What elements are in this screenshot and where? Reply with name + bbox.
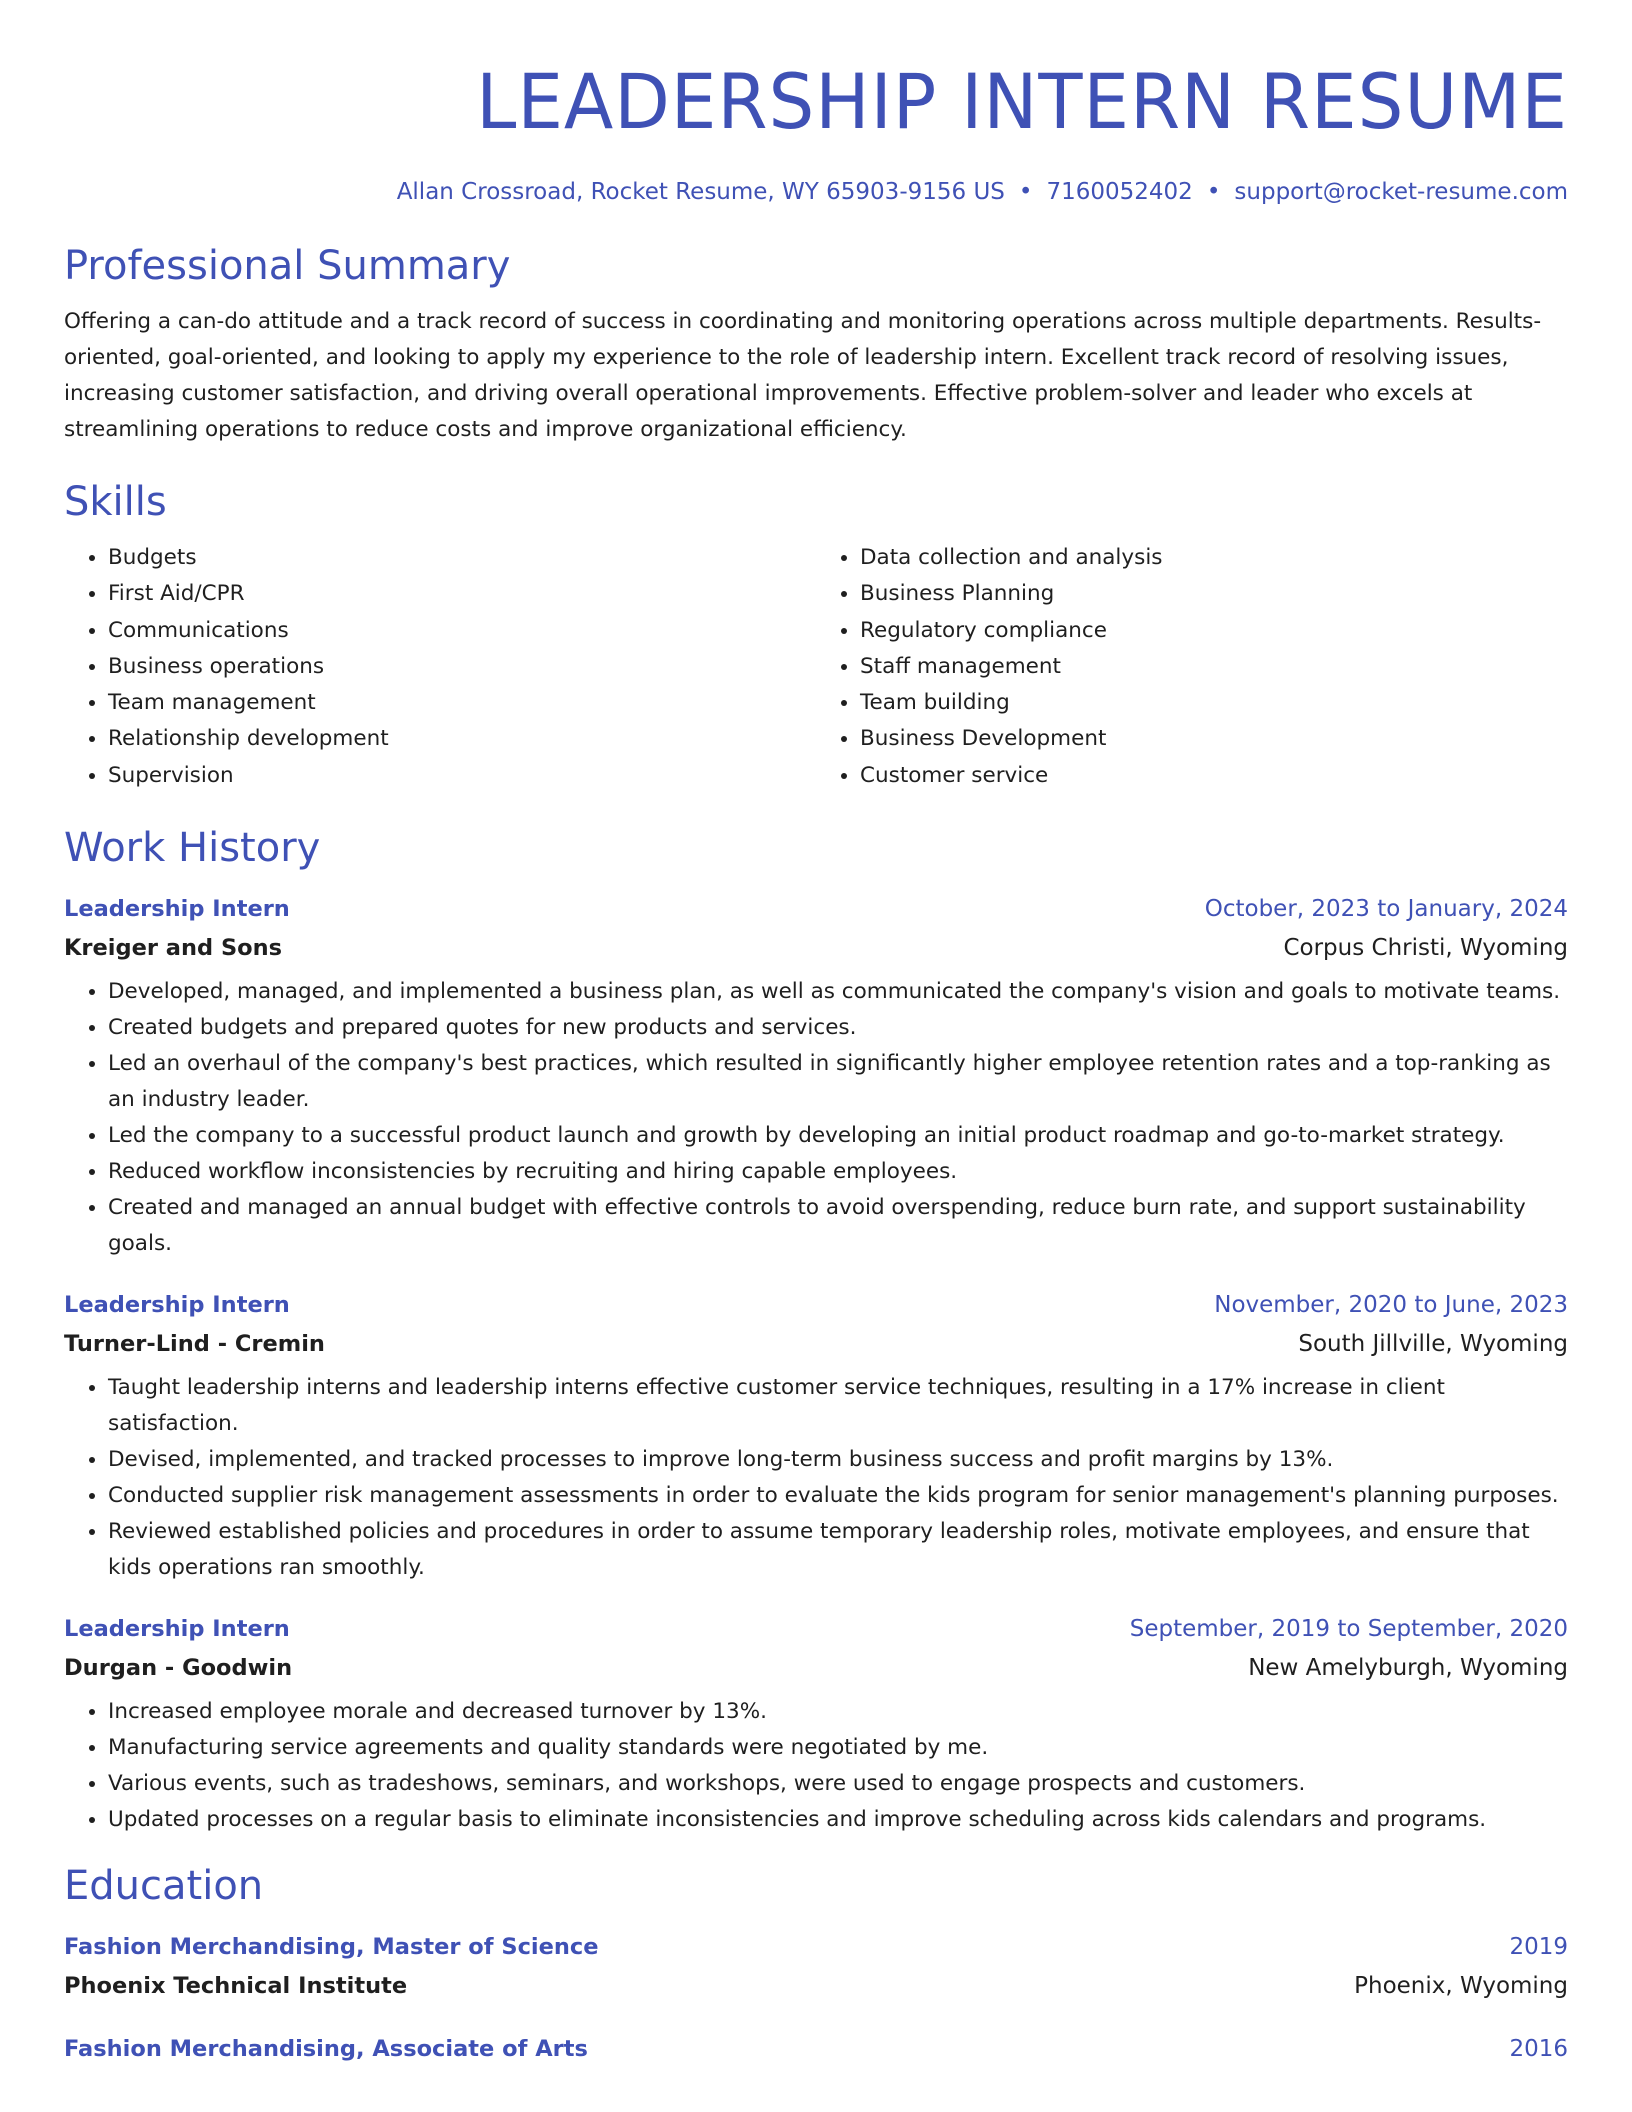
job-bullet: • Reviewed established policies and procedures in order to assume temporary leadership roles, motivate employees, and ensure that kids operations ran smoothly. — [108, 1514, 1568, 1586]
job-company: Turner-Lind - Cremin — [64, 1331, 325, 1358]
job-location: New Amelyburgh, Wyoming — [1248, 1655, 1568, 1682]
education-entry — [64, 2030, 1568, 2068]
skills-column-left — [64, 540, 816, 794]
education-location: Phoenix, Wyoming — [1354, 1973, 1568, 2000]
education-school-row — [64, 1966, 1568, 2006]
summary-heading: Professional Summary — [64, 243, 511, 289]
contact-line — [64, 176, 1568, 208]
education-degree: Fashion Merchandising, Master of Science — [64, 1934, 599, 1961]
job-role: Leadership Intern — [64, 896, 290, 923]
skills-grid — [64, 540, 1568, 794]
education-degree: Fashion Merchandising, Associate of Arts — [64, 2036, 588, 2063]
skill-item: • Team building — [860, 685, 1568, 721]
job-bullet: • Updated processes on a regular basis to eliminate inconsistencies and improve scheduling across kids calendars and programs. — [108, 1802, 1568, 1838]
skill-item: • Budgets — [108, 540, 816, 576]
contact-address: Allan Crossroad, Rocket Resume, WY 65903-9156 US — [396, 179, 1005, 205]
job-location: Corpus Christi, Wyoming — [1283, 935, 1568, 962]
job-bullet: • Taught leadership interns and leadership interns effective customer service techniques, resulting in a 17% increase in client satisfaction. — [108, 1370, 1568, 1442]
job-bullet: • Reduced workflow inconsistencies by recruiting and hiring capable employees. — [108, 1154, 1568, 1190]
skills-column-right — [816, 540, 1568, 794]
job-bullet: • Increased employee morale and decreased turnover by 13%. — [108, 1694, 1568, 1730]
skill-item: • Team management — [108, 685, 816, 721]
bullet-separator: • — [1018, 179, 1033, 205]
skill-item: • Customer service — [860, 758, 1568, 794]
skill-item: • Communications — [108, 613, 816, 649]
job-company: Durgan - Goodwin — [64, 1655, 293, 1682]
skills-heading: Skills — [64, 479, 167, 525]
job-bullet: • Led an overhaul of the company's best practices, which resulted in significantly higher employee retention rates and a top-ranking as an industry leader. — [108, 1046, 1568, 1118]
job-bullet: • Manufacturing service agreements and quality standards were negotiated by me. — [108, 1730, 1568, 1766]
skill-item: • Data collection and analysis — [860, 540, 1568, 576]
job-entry — [64, 890, 1568, 1262]
education-year: 2019 — [1509, 1934, 1568, 1961]
job-company-row — [64, 1324, 1568, 1364]
job-dates: November, 2020 to June, 2023 — [1214, 1292, 1568, 1319]
skill-item: • Business operations — [108, 649, 816, 685]
job-dates: October, 2023 to January, 2024 — [1204, 896, 1568, 923]
skill-item: • Business Planning — [860, 576, 1568, 612]
job-entry — [64, 1610, 1568, 1838]
job-entry — [64, 1286, 1568, 1586]
education-header-row — [64, 2030, 1568, 2068]
job-bullet: • Conducted supplier risk management assessments in order to evaluate the kids program for senior management's planning purposes. — [108, 1478, 1568, 1514]
job-bullet: • Created budgets and prepared quotes for new products and services. — [108, 1010, 1568, 1046]
job-header-row — [64, 1610, 1568, 1648]
job-dates: September, 2019 to September, 2020 — [1129, 1616, 1568, 1643]
job-bullet: • Devised, implemented, and tracked processes to improve long-term business success and profit margins by 13%. — [108, 1442, 1568, 1478]
job-header-row — [64, 1286, 1568, 1324]
job-role: Leadership Intern — [64, 1616, 290, 1643]
contact-email[interactable]: support@rocket-resume.com — [1234, 179, 1568, 205]
education-year: 2016 — [1509, 2036, 1568, 2063]
job-bullet: • Led the company to a successful product launch and growth by developing an initial product roadmap and go-to-market strategy. — [108, 1118, 1568, 1154]
job-role: Leadership Intern — [64, 1292, 290, 1319]
job-company-row — [64, 928, 1568, 968]
job-location: South Jillville, Wyoming — [1298, 1331, 1568, 1358]
summary-text: Offering a can-do attitude and a track record of success in coordinating and monitoring operations across multiple departments. Results-oriented, goal-oriented, and looking to apply my experience to the role of leadership intern. Excellent track record of resolving issues, increasing customer satisfaction, and driving overall operational improvements. Effective problem-solver and leader who excels at streamlining operations to reduce costs and improve organizational efficiency. — [64, 309, 1542, 442]
education-school: Phoenix Technical Institute — [64, 1973, 408, 2000]
job-bullets — [64, 974, 1568, 1262]
skill-item: • Business Development — [860, 721, 1568, 757]
skill-item: • Regulatory compliance — [860, 613, 1568, 649]
education-entry — [64, 1928, 1568, 2006]
education-header-row — [64, 1928, 1568, 1966]
skill-item: • Staff management — [860, 649, 1568, 685]
job-company: Kreiger and Sons — [64, 935, 283, 962]
work-history-heading: Work History — [64, 825, 321, 872]
job-bullet: • Various events, such as tradeshows, seminars, and workshops, were used to engage prospects and customers. — [108, 1766, 1568, 1802]
education-heading: Education — [64, 1863, 264, 1910]
skill-item: • Supervision — [108, 758, 816, 794]
skill-item: • First Aid/CPR — [108, 576, 816, 612]
job-bullet: • Created and managed an annual budget with effective controls to avoid overspending, reduce burn rate, and support sustainability goals. — [108, 1190, 1568, 1262]
resume-title: LEADERSHIP INTERN RESUME — [476, 57, 1568, 146]
job-bullets — [64, 1370, 1568, 1586]
contact-phone: 7160052402 — [1046, 179, 1193, 205]
job-bullets — [64, 1694, 1568, 1838]
job-company-row — [64, 1648, 1568, 1688]
resume-header — [64, 0, 1568, 208]
job-header-row — [64, 890, 1568, 928]
bullet-separator: • — [1206, 179, 1221, 205]
job-bullet: • Developed, managed, and implemented a business plan, as well as communicated the company's vision and goals to motivate teams. — [108, 974, 1568, 1010]
skill-item: • Relationship development — [108, 721, 816, 757]
